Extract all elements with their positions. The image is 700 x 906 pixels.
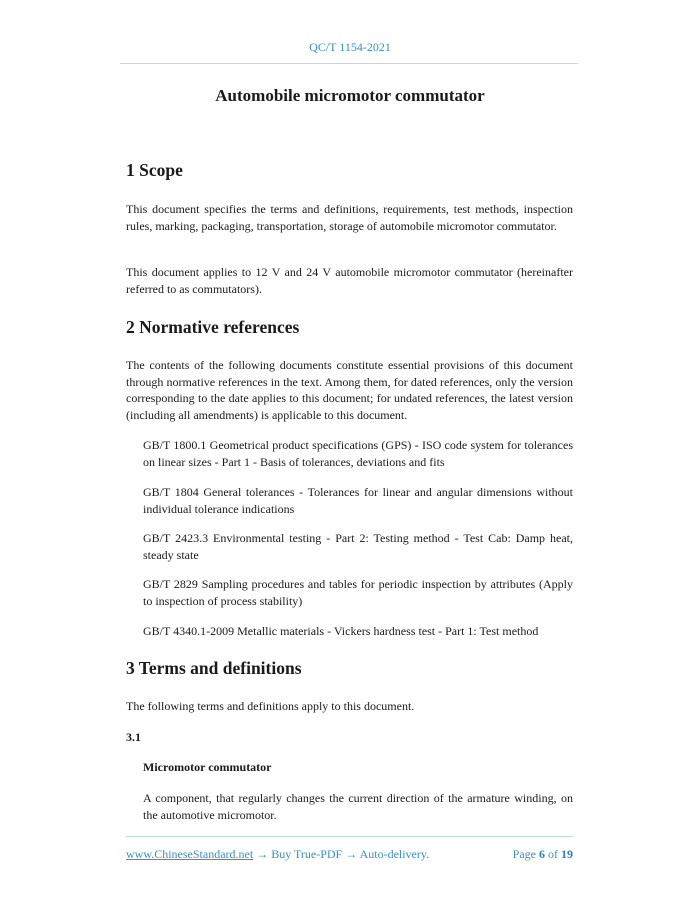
term-number: 3.1 <box>126 730 141 744</box>
page-total: 19 <box>561 847 573 861</box>
reference-item: GB/T 1804 General tolerances - Tolerances for linear and angular dimensions without individual tolerance indications <box>143 485 573 516</box>
website-link[interactable]: www.ChineseStandard.net <box>126 847 254 861</box>
header-divider <box>120 63 578 64</box>
footer-divider <box>126 836 573 837</box>
scope-paragraph-1: This document specifies the terms and definitions, requirements, test methods, inspection rules, marking, packaging, transportation, storage of automobile micromotor commutator. <box>126 202 573 233</box>
page-current: 6 <box>539 847 545 861</box>
page-word: Page <box>512 847 536 861</box>
document-title: Automobile micromotor commutator <box>215 86 485 105</box>
reference-item: GB/T 2829 Sampling procedures and tables for periodic inspection by attributes (Apply to inspection of process stability) <box>143 577 573 608</box>
term-definition: A component, that regularly changes the current direction of the armature winding, on the automotive micromotor. <box>143 791 573 822</box>
section-scope-heading: 1 Scope <box>126 160 183 180</box>
normative-intro: The contents of the following documents constitute essential provisions of this document through normative references in the text. Among them, for dated references, only the version corresponding to the date applies to this document; for undated references, the latest version (including all amendments) is applicable to this document. <box>126 358 573 422</box>
page-footer <box>126 847 573 862</box>
page-indicator <box>513 847 573 862</box>
reference-item: GB/T 4340.1-2009 Metallic materials - Vickers hardness test - Part 1: Test method <box>143 624 539 638</box>
scope-paragraph-2: This document applies to 12 V and 24 V automobile micromotor commutator (hereinafter referred to as commutators). <box>126 265 573 296</box>
term-name: Micromotor commutator <box>143 760 272 774</box>
section-normative-heading: 2 Normative references <box>126 317 300 337</box>
page-of: of <box>548 847 558 861</box>
reference-item: GB/T 2423.3 Environmental testing - Part 2: Testing method - Test Cab: Damp heat, steady state <box>143 531 573 562</box>
section-terms-heading: 3 Terms and definitions <box>126 658 302 678</box>
reference-item: GB/T 1800.1 Geometrical product specifications (GPS) - ISO code system for tolerances on linear sizes - Part 1 - Basis of tolerances, deviations and fits <box>143 438 573 469</box>
footer-promo: → Buy True-PDF → Auto-delivery. <box>253 847 430 861</box>
terms-intro: The following terms and definitions apply to this document. <box>126 699 415 713</box>
document-code: QC/T 1154-2021 <box>309 40 391 54</box>
